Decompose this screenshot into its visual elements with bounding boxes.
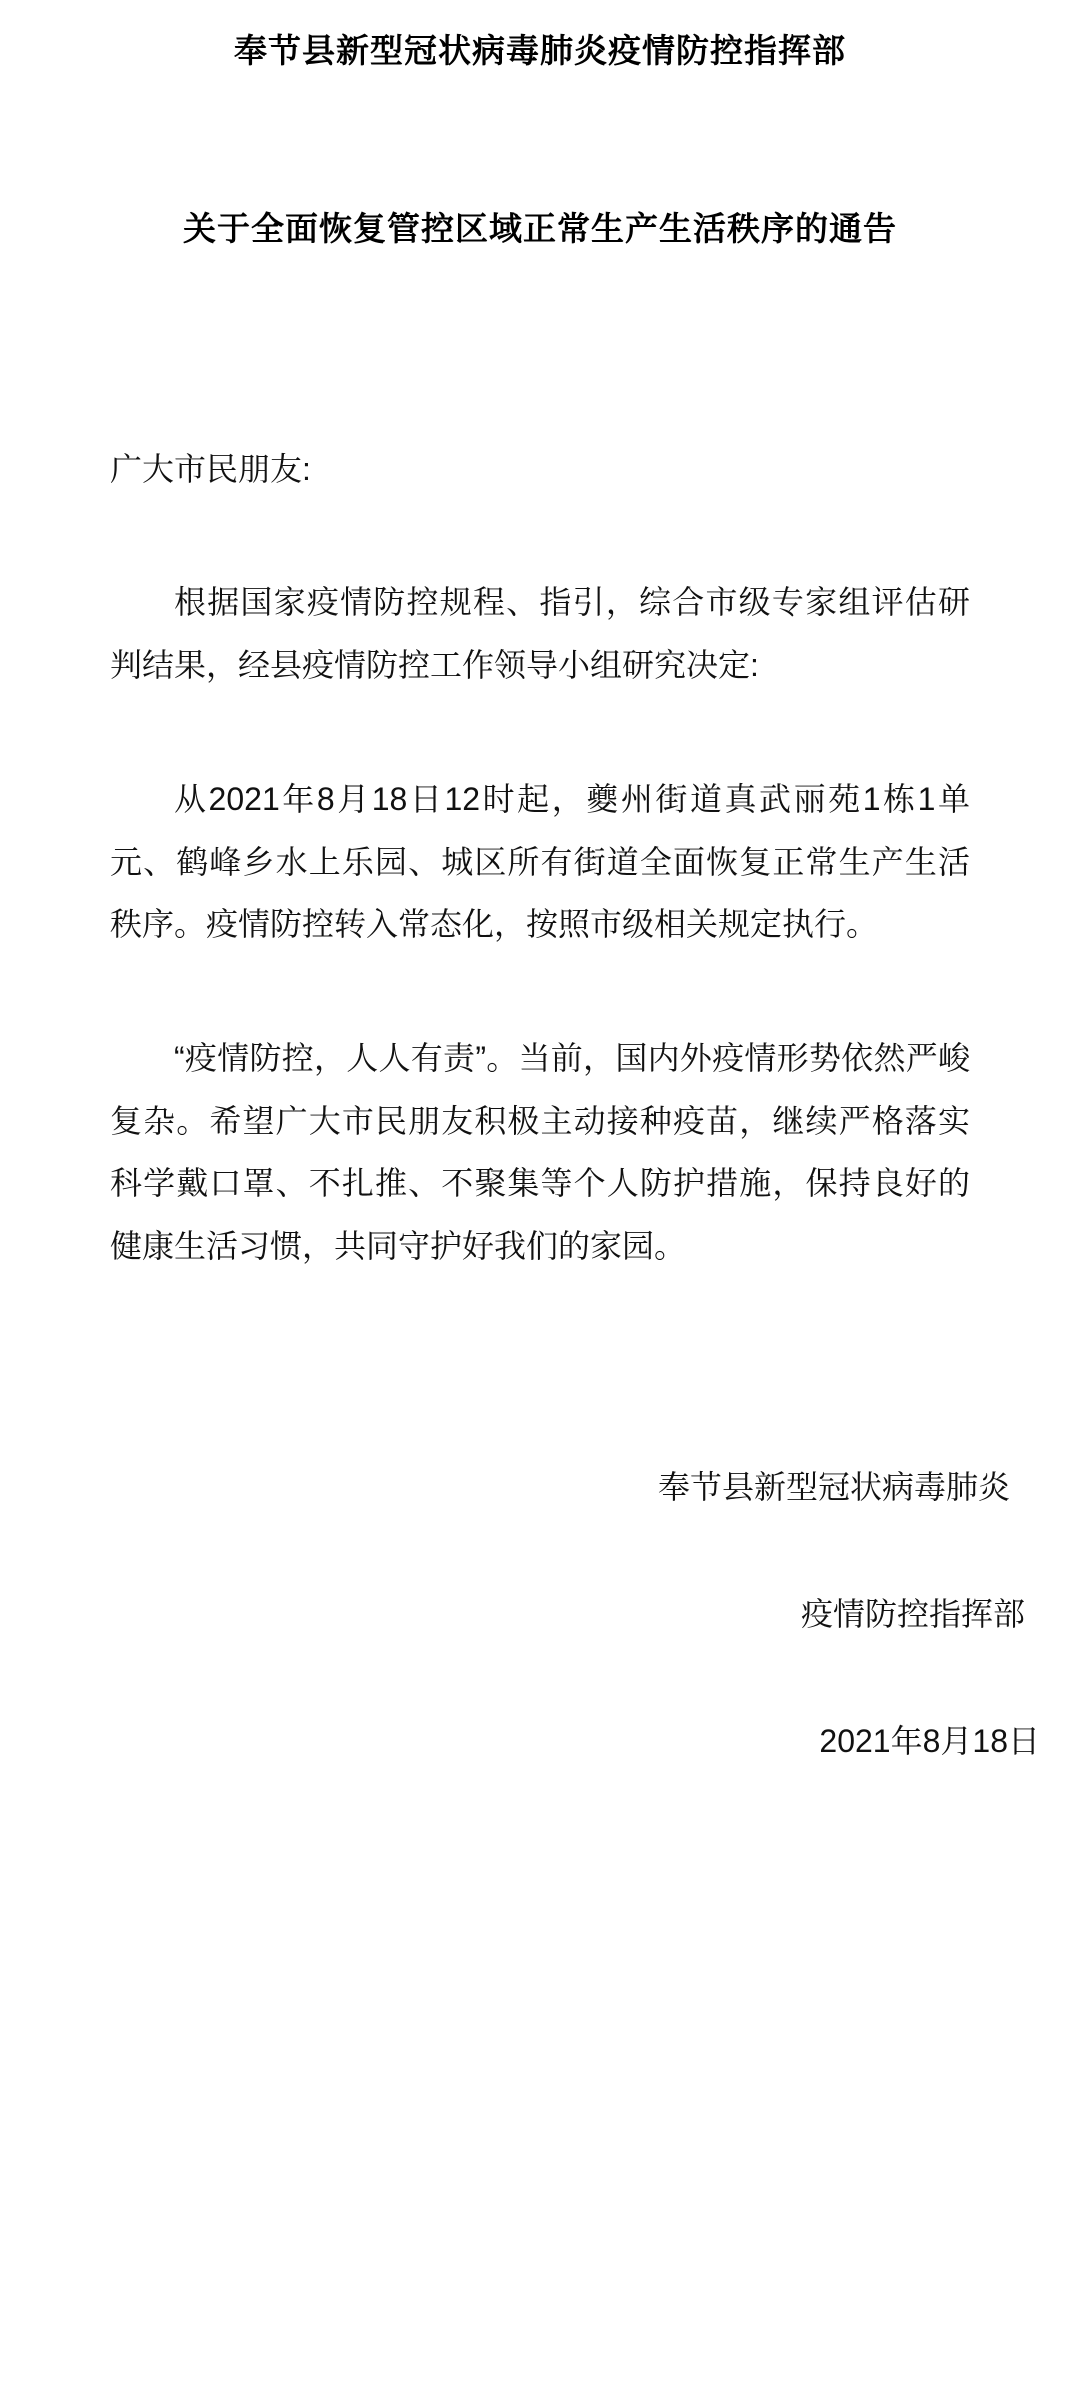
signature-department-line-2: 疫情防控指挥部 <box>800 1595 1025 1632</box>
body-paragraph-3: “疫情防控，人人有责”。当前，国内外疫情形势依然严峻复杂。希望广大市民朋友积极主动接种疫苗，继续严格落实科学戴口罩、不扎推、不聚集等个人防护措施，保持良好的健康生活习惯，共同守护好我们的家园。 <box>110 1040 970 1264</box>
signature-block <box>0 1457 1080 1771</box>
signature-department-line-1: 奉节县新型冠状病毒肺炎 <box>657 1469 1010 1505</box>
body-paragraph-1: 根据国家疫情防控规程、指引，综合市级专家组评估研判结果，经县疫情防控工作领导小组研究决定: <box>110 584 970 683</box>
salutation: 广大市民朋友: <box>110 450 311 487</box>
document-body <box>0 439 1080 1277</box>
document-title: 关于全面恢复管控区域正常生产生活秩序的通告 <box>183 210 897 248</box>
signature-date: 2021年8月18日 <box>819 1722 1040 1759</box>
body-paragraph-2: 从2021年8月18日12时起，夔州街道真武丽苑1栋1单元、鹤峰乡水上乐园、城区所有街道全面恢复正常生产生活秩序。疫情防控转入常态化，按照市级相关规定执行。 <box>110 781 970 943</box>
issuing-organization-header: 奉节县新型冠状病毒肺炎疫情防控指挥部 <box>234 32 846 69</box>
